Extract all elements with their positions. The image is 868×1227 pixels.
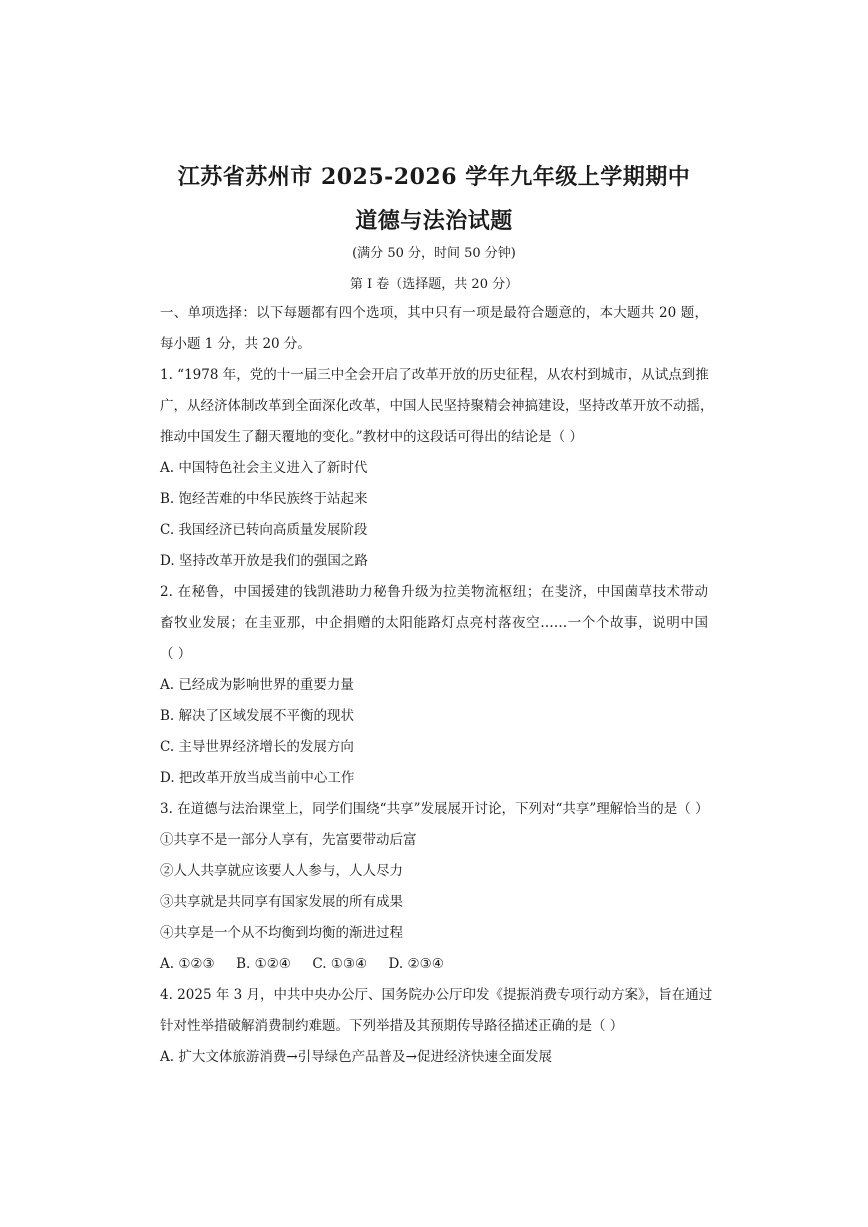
question-1-option-c: C. 我国经济已转向高质量发展阶段 <box>160 522 368 538</box>
question-2-option-b: B. 解决了区域发展不平衡的现状 <box>160 708 355 724</box>
question-3-statement-1: ①共享不是一部分人享有，先富要带动后富 <box>160 832 417 848</box>
question-2-option-a: A. 已经成为影响世界的重要力量 <box>160 677 354 693</box>
question-3-statement-4: ④共享是一个从不均衡到均衡的渐进过程 <box>160 925 403 941</box>
question-3-statement-3: ③共享就是共同享有国家发展的所有成果 <box>160 894 403 910</box>
question-1-stem: 1. “1978 年，党的十一届三中全会开启了改革开放的历史征程，从农村到城市，从试点到推 <box>160 367 709 383</box>
question-3-options: A. ①②③ B. ①②④ C. ①③④ D. ②③④ <box>160 956 444 972</box>
exam-subject-title: 道德与法治试题 <box>355 208 513 234</box>
question-2-option-c: C. 主导世界经济增长的发展方向 <box>160 739 354 755</box>
question-3-statement-2: ②人人共享就应该要人人参与，人人尽力 <box>160 863 403 879</box>
score-time-note: (满分 50 分，时间 50 分钟) <box>352 246 516 261</box>
question-1-option-a: A. 中国特色社会主义进入了新时代 <box>160 460 368 476</box>
question-2-stem: （ ） <box>160 646 192 662</box>
question-2-stem: 2. 在秘鲁，中国援建的钱凯港助力秘鲁升级为拉美物流枢纽；在斐济，中国菌草技术带动 <box>160 584 708 600</box>
question-1-option-b: B. 饱经苦难的中华民族终于站起来 <box>160 491 368 507</box>
question-1-stem: 推动中国发生了翻天覆地的变化。”教材中的这段话可得出的结论是（ ） <box>160 429 583 445</box>
question-2-option-d: D. 把改革开放当成当前中心工作 <box>160 770 355 786</box>
question-1-option-d: D. 坚持改革开放是我们的强国之路 <box>160 553 368 569</box>
instructions-line: 一、单项选择：以下每题都有四个选项，其中只有一项是最符合题意的，本大题共 20 题， <box>160 305 708 321</box>
question-2-stem: 畜牧业发展；在圭亚那，中企捐赠的太阳能路灯点亮村落夜空……一个个故事，说明中国 <box>160 615 708 631</box>
question-4-stem: 针对性举措破解消费制约难题。下列举措及其预期传导路径描述正确的是（ ） <box>160 1018 624 1034</box>
exam-title: 江苏省苏州市 2025-2026 学年九年级上学期期中 <box>177 164 691 190</box>
question-4-option-a: A. 扩大文体旅游消费→引导绿色产品普及→促进经济快速全面发展 <box>160 1049 552 1065</box>
section-heading: 第 I 卷（选择题，共 20 分） <box>349 277 519 292</box>
question-3-stem: 3. 在道德与法治课堂上，同学们围绕“共享”发展展开讨论，下列对“共享”理解恰当的是（ ） <box>160 801 709 817</box>
instructions-line: 每小题 1 分，共 20 分。 <box>160 336 311 352</box>
question-1-stem: 广，从经济体制改革到全面深化改革，中国人民坚持聚精会神搞建设，坚持改革开放不动摇， <box>160 398 714 414</box>
question-4-stem: 4. 2025 年 3 月，中共中央办公厅、国务院办公厅印发《提振消费专项行动方案》，旨在通过 <box>160 987 713 1003</box>
